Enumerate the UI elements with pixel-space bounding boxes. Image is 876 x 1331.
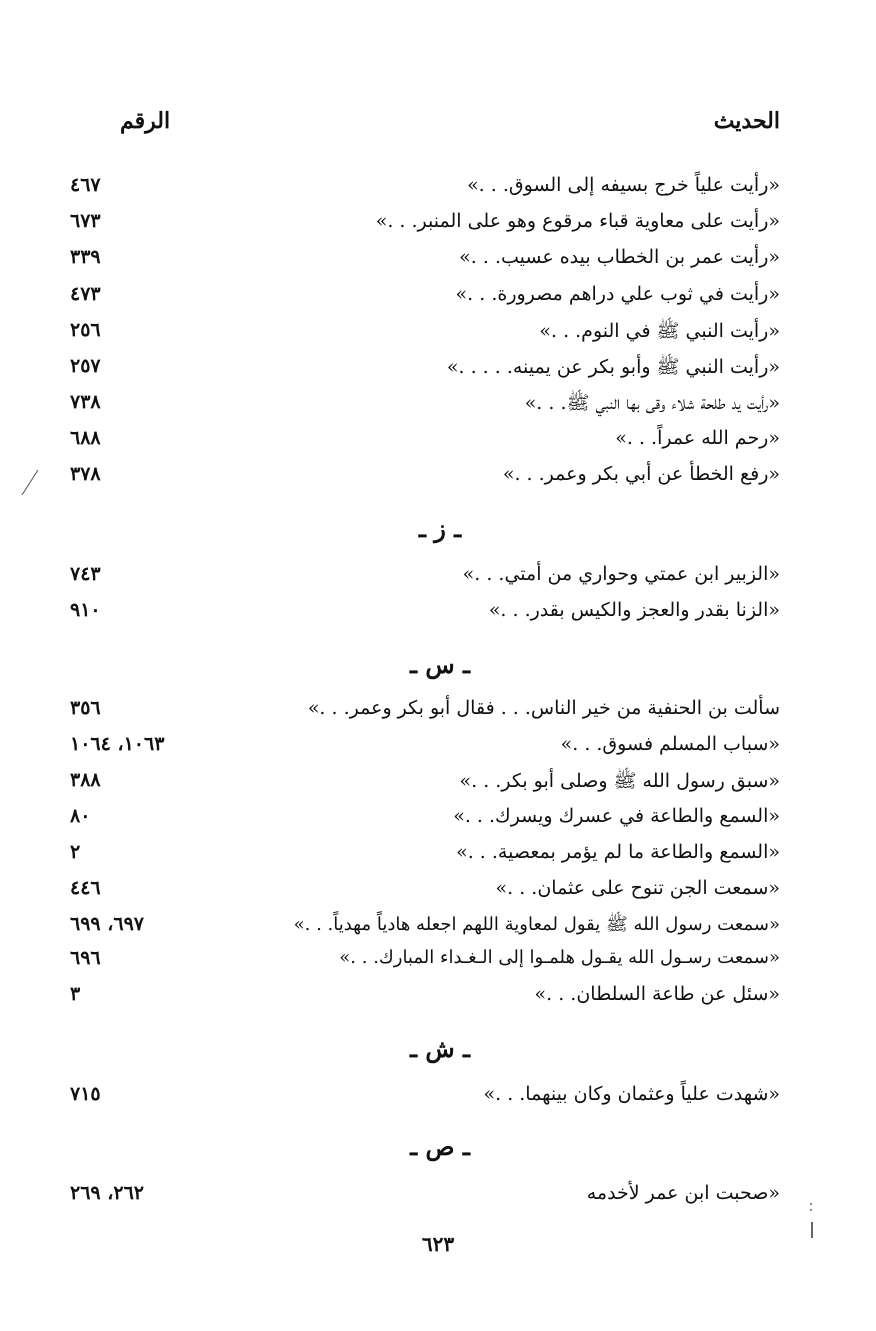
index-entry (70, 1182, 780, 1218)
hadith-text: «السمع والطاعة في عسرك ويسرك. . .» (453, 805, 780, 827)
page-reference: ٨٠ (70, 805, 91, 827)
page-reference: ٤٦٧ (70, 174, 101, 196)
index-entry (70, 391, 780, 427)
index-entry (70, 210, 780, 246)
index-entry (70, 841, 780, 877)
hadith-text: «رحم الله عمراً. . .» (615, 427, 780, 449)
hadith-text: «سئل عن طاعة السلطان. . .» (534, 983, 780, 1005)
hadith-text: «رأيت يد طلحة شلاء وقى بها النبي ﷺ. . .» (524, 392, 780, 414)
hadith-text: «سباب المسلم فسوق. . .» (560, 733, 780, 755)
page-reference: ٢٥٧ (70, 355, 101, 377)
hadith-text: «رأيت النبي ﷺ في النوم. . .» (539, 320, 780, 342)
index-entry (70, 877, 780, 913)
index-entry (70, 355, 780, 391)
scan-edge-mark (806, 1198, 820, 1242)
page-reference: ١٠٦٣، ١٠٦٤ (70, 733, 165, 755)
index-entry (70, 697, 780, 733)
letter-section-heading: ـ ش ـ (409, 1034, 471, 1063)
hadith-text: «سمعت رسول الله ﷺ يقول لمعاوية اللهم اجعله هادياً مهدياً. . .» (293, 914, 780, 935)
hadith-text: «الزنا بقدر والعجز والكيس بقدر. . .» (488, 599, 780, 621)
page-number: ٦٢٣ (421, 1232, 455, 1256)
page-reference: ٤٧٣ (70, 283, 101, 305)
hadith-text: «رأيت على معاوية قباء مرقوع وهو على المنبر. . .» (375, 210, 780, 232)
hadith-column-label: الحديث (713, 108, 780, 134)
hadith-text: «سمعت رسـول الله يقـول هلمـوا إلى الـغـداء المبارك. . .» (339, 947, 780, 968)
page-reference: ٧١٥ (70, 1083, 101, 1105)
page-reference: ٢ (70, 841, 81, 863)
index-entry (70, 319, 780, 355)
index-entry (70, 983, 780, 1019)
table-header (120, 108, 780, 148)
index-entry (70, 805, 780, 841)
page-reference: ٦٩٦ (70, 947, 101, 969)
hadith-text: «رأيت في ثوب علي دراهم مصرورة. . .» (455, 283, 780, 305)
scan-stroke-mark (18, 468, 42, 498)
number-column-label: الرقم (120, 108, 171, 134)
index-entry (70, 599, 780, 635)
hadith-text: «الزبير ابن عمتي وحواري من أمتي. . .» (462, 563, 780, 585)
page-reference: ٣ (70, 983, 81, 1005)
page-reference: ٧٣٨ (70, 391, 101, 413)
hadith-text: «السمع والطاعة ما لم يؤمر بمعصية. . .» (456, 841, 780, 863)
index-entry (70, 563, 780, 599)
letter-section-heading: ـ ز ـ (418, 514, 462, 543)
page-reference: ٩١٠ (70, 599, 101, 621)
index-entry (70, 283, 780, 319)
hadith-text: «سمعت الجن تنوح على عثمان. . .» (495, 877, 780, 899)
index-entry (70, 947, 780, 983)
letter-section-heading: ـ س ـ (409, 650, 471, 679)
page-reference: ٦٩٧، ٦٩٩ (70, 913, 144, 935)
hadith-text: «سبق رسول الله ﷺ وصلى أبو بكر. . .» (459, 770, 780, 792)
page-reference: ٣٣٩ (70, 246, 101, 268)
hadith-text: «رفع الخطأ عن أبي بكر وعمر. . .» (502, 463, 780, 485)
index-entry (70, 913, 780, 949)
hadith-text: «شهدت علياً وعثمان وكان بينهما. . .» (483, 1083, 780, 1105)
page-reference: ٦٨٨ (70, 427, 101, 449)
index-entry (70, 246, 780, 282)
page-reference: ٢٥٦ (70, 319, 101, 341)
page-reference: ٤٤٦ (70, 877, 101, 899)
hadith-text: «رأيت علياً خرج بسيفه إلى السوق. . .» (467, 174, 780, 196)
index-entry (70, 1083, 780, 1119)
index-entry (70, 427, 780, 463)
page-reference: ٢٦٢، ٢٦٩ (70, 1182, 144, 1204)
hadith-text: سألت بن الحنفية من خير الناس. . . فقال أبو بكر وعمر. . .» (307, 697, 780, 719)
page-reference: ٣٧٨ (70, 463, 101, 485)
letter-section-heading: ـ ص ـ (410, 1132, 470, 1161)
hadith-text: «رأيت النبي ﷺ وأبو بكر عن يمينه. . . . .» (446, 356, 780, 378)
index-entry (70, 769, 780, 805)
page-reference: ٦٧٣ (70, 210, 101, 232)
index-entry (70, 463, 780, 499)
page-reference: ٧٤٣ (70, 563, 101, 585)
index-entry (70, 733, 780, 769)
page-reference: ٣٥٦ (70, 697, 101, 719)
index-entry (70, 174, 780, 210)
page-reference: ٣٨٨ (70, 769, 101, 791)
hadith-text: «صحبت ابن عمر لأخدمه (586, 1182, 780, 1204)
hadith-text: «رأيت عمر بن الخطاب بيده عسيب. . .» (459, 246, 780, 268)
